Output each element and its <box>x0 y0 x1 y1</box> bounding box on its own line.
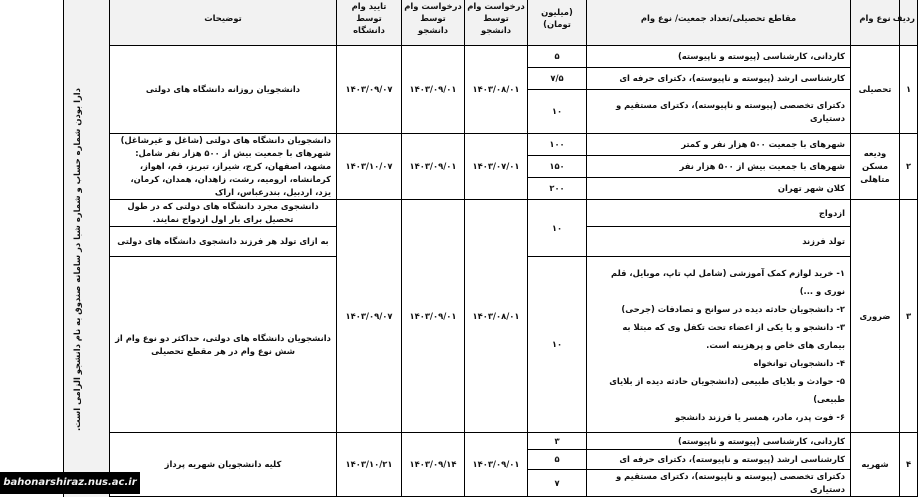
section-label: دکترای تخصصی (پیوسته و ناپیوسته)، دکترای مستقیم و دستیاری <box>587 90 851 134</box>
amount-value: ۱۰ <box>528 257 587 433</box>
table-row <box>64 134 918 156</box>
list-item: ۴- دانشجویان توانخواه <box>753 357 845 368</box>
list-item: ۶- فوت پدر، مادر، همسر یا فرزند دانشجو <box>675 411 845 422</box>
row-note: دانشجویان دانشگاه های دولتی (شاغل و غیرشاغل) شهرهای با جمعیت بیش از ۵۰۰ هزار نفر شامل: مشهد، اصفهان، کرج، شیراز، تبریز، قم، اهواز، کرمانشاه، ارومیه، رشت، زاهدان، همدان، کرمان، یزد، اردبیل، بندرعباس، اراک <box>110 134 337 200</box>
amount-value: ۵ <box>528 46 587 68</box>
section-label: دکترای تخصصی (پیوسته و ناپیوسته)، دکترای مستقیم و دستیاری <box>587 470 851 497</box>
loan-type: شهریه <box>851 433 900 497</box>
list-item: ۵- حوادث و بلایای طبیعی (دانشجویان حادثه دیده از بلایای طبیعی) <box>609 375 845 404</box>
list-item: ۱- خرید لوازم کمک آموزشی (شامل لپ تاپ، موبایل، قلم نوری و ...) <box>611 267 845 296</box>
header-request-university: درخواست وام توسط دانشجو <box>402 0 465 46</box>
side-note: دارا بودن شماره حساب و شماره شبا در سامانه صندوق به نام دانشجو الزامی است. <box>72 88 82 432</box>
amount-value: ۷ <box>528 470 587 497</box>
amount-value: ۱۰۰ <box>528 134 587 156</box>
header-request-student: درخواست وام توسط دانشجو <box>465 0 528 46</box>
amount-value: ۵ <box>528 450 587 470</box>
amount-value: ۱۰ <box>528 90 587 134</box>
emergency-loan-list <box>587 257 851 433</box>
amount-value: ۱۵۰ <box>528 156 587 178</box>
amount-value: ۳ <box>528 433 587 450</box>
section-label: کاردانی، کارشناسی (پیوسته و ناپیوسته) <box>587 46 851 68</box>
section-label: شهرهای با جمعیت ۵۰۰ هزار نفر و کمتر <box>587 134 851 156</box>
section-label: کارشناسی ارشد (پیوسته و ناپیوسته)، دکترای حرفه ای <box>587 68 851 90</box>
loan-table <box>63 0 918 497</box>
amount-value: ۷/۵ <box>528 68 587 90</box>
table-row <box>64 46 918 68</box>
header-amount: (میلیون تومان) <box>528 0 587 46</box>
amount-value: ۲۰۰ <box>528 178 587 200</box>
section-label: کلان شهر تهران <box>587 178 851 200</box>
header-sections: مقاطع تحصیلی/تعداد جمعیت/ نوع وام <box>587 0 851 46</box>
row-note: دانشجویان دانشگاه های دولتی، حداکثر دو نوع وام از شش نوع وام در هر مقطع تحصیلی <box>110 257 337 433</box>
row-note: دانشجوی مجرد دانشگاه های دولتی که در طول تحصیل برای بار اول ازدواج نمایند. <box>110 200 337 227</box>
request-date-university: ۱۴۰۳/۰۹/۰۱ <box>402 200 465 433</box>
approve-date: ۱۴۰۳/۱۰/۲۱ <box>337 433 402 497</box>
request-date-student: ۱۴۰۳/۰۷/۰۱ <box>465 134 528 200</box>
loan-type: ضروری <box>851 200 900 433</box>
row-note: به ازای تولد هر فرزند دانشجوی دانشگاه های دولتی <box>110 227 337 257</box>
request-date-university: ۱۴۰۳/۰۹/۰۱ <box>402 46 465 134</box>
loan-type: تحصیلی <box>851 46 900 134</box>
approve-date: ۱۴۰۳/۰۹/۰۷ <box>337 46 402 134</box>
section-label: شهرهای با جمعیت بیش از ۵۰۰ هزار نفر <box>587 156 851 178</box>
header-loan-type: نوع وام <box>851 0 900 46</box>
request-date-student: ۱۴۰۳/۰۸/۰۱ <box>465 200 528 433</box>
loan-type: ودیعه مسکن متاهلی <box>851 134 900 200</box>
section-label: ازدواج <box>587 200 851 227</box>
header-approve-university: تایید وام توسط دانشگاه <box>337 0 402 46</box>
table-header-row <box>64 0 918 46</box>
row-note: دانشجویان روزانه دانشگاه های دولتی <box>110 46 337 134</box>
row-number: ۲ <box>900 134 918 200</box>
table-row <box>64 200 918 227</box>
watermark: bahonarshiraz.nus.ac.ir <box>0 472 140 494</box>
header-notes: توضیحات <box>110 0 337 46</box>
request-date-university: ۱۴۰۳/۰۹/۰۱ <box>402 134 465 200</box>
approve-date: ۱۴۰۳/۱۰/۰۷ <box>337 134 402 200</box>
row-number: ۱ <box>900 46 918 134</box>
row-note: کلیه دانشجویان شهریه پرداز <box>110 433 337 497</box>
row-number: ۴ <box>900 433 918 497</box>
request-date-student: ۱۴۰۳/۰۹/۰۱ <box>465 433 528 497</box>
row-number: ۳ <box>900 200 918 433</box>
list-item: ۳- دانشجو و یا یکی از اعضاء تحت تکفل وی که مبتلا به بیماری های خاص و پرهزینه است. <box>622 321 845 350</box>
section-label: کاردانی، کارشناسی (پیوسته و ناپیوسته) <box>587 433 851 450</box>
amount-value: ۱۰ <box>528 200 587 257</box>
request-date-student: ۱۴۰۳/۰۸/۰۱ <box>465 46 528 134</box>
approve-date: ۱۴۰۳/۰۹/۰۷ <box>337 200 402 433</box>
request-date-university: ۱۴۰۳/۰۹/۱۴ <box>402 433 465 497</box>
list-item: ۲- دانشجویان حادثه دیده در سوانح و تصادفات (جرحی) <box>621 303 845 314</box>
header-row-no: ردیف <box>900 0 918 46</box>
section-label: تولد فرزند <box>587 227 851 257</box>
table-row <box>64 433 918 450</box>
section-label: کارشناسی ارشد (پیوسته و ناپیوسته)، دکترای حرفه ای <box>587 450 851 470</box>
